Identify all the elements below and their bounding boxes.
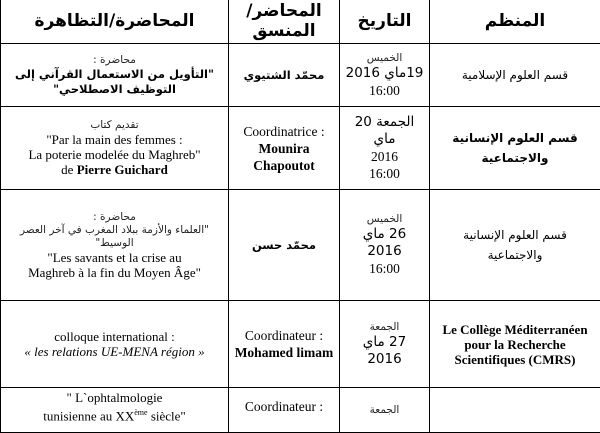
date-day: الجمعة 20 ماي: [344, 114, 425, 148]
activity-cell: [1, 388, 229, 433]
activity-title-line-2: La poterie modelée du Maghreb": [5, 147, 224, 162]
date-day: الجمعة: [344, 321, 425, 334]
coordinator-name: محمّد حسن: [233, 238, 335, 252]
date-cell: [340, 301, 430, 388]
activity-title-line-2: Maghreb à la fin du Moyen Âge": [5, 265, 224, 280]
coordinator-cell: [229, 44, 340, 107]
activity-title-ar: "العلماء والأزمة ببلاد المغرب في آخر العصر الوسيط": [5, 224, 224, 250]
organizer-name: قسم العلوم الإنسانية والاجتماعية: [434, 128, 596, 168]
header-date: التاريخ: [340, 0, 430, 44]
organizer-cell: [430, 44, 600, 107]
table-row: [1, 190, 600, 301]
activity-cell: [1, 107, 229, 190]
date-time: 16:00: [344, 82, 425, 99]
activity-title: "التأويل من الاستعمال القرآني إلى التوظيف الاصطلاحي": [5, 67, 224, 97]
activity-title-line-1: " L`ophtalmologie: [5, 390, 224, 405]
header-activity: المحاضرة/التظاهرة: [1, 0, 229, 44]
coordinator-name: Mounira Chapoutot: [233, 140, 335, 174]
table-row: [1, 301, 600, 388]
coordinator-cell: [229, 190, 340, 301]
header-coordinator: المحاضر/المنسق: [229, 0, 340, 44]
date-cell: [340, 190, 430, 301]
date-time: 16:00: [344, 260, 425, 277]
date-text: 26 ماي 2016: [344, 226, 425, 260]
coordinator-cell: [229, 388, 340, 433]
activity-type: colloque international :: [5, 329, 224, 344]
activity-title-line-2: tunisienne au XXème siècle": [5, 405, 224, 423]
coordinator-role: Coordinatrice :: [233, 123, 335, 140]
activity-cell: [1, 301, 229, 388]
organizer-cell: [430, 388, 600, 433]
date-text: 27 ماي 2016: [344, 334, 425, 368]
coordinator-cell: [229, 107, 340, 190]
activity-type: محاضرة :: [5, 54, 224, 67]
organizer-name: قسم العلوم الإنسانية والاجتماعية: [434, 225, 596, 265]
activity-author-line: [5, 162, 224, 177]
date-year: 2016: [344, 148, 425, 165]
date-text: 19ماي 2016: [344, 65, 425, 82]
activity-cell: [1, 190, 229, 301]
organizer-name: قسم العلوم الإسلامية: [434, 65, 596, 85]
date-time: 16:00: [344, 165, 425, 182]
activity-title-line-1: "Les savants et la crise au: [5, 250, 224, 265]
activity-title: « les relations UE-MENA région »: [5, 344, 224, 359]
activity-type: محاضرة :: [5, 211, 224, 224]
activity-title-line-1: "Par la main des femmes :: [5, 132, 224, 147]
activity-author: Pierre Guichard: [77, 162, 168, 177]
date-day: الجمعة: [344, 390, 425, 417]
coordinator-name: Mohamed limam: [233, 344, 335, 361]
coordinator-role: Coordinateur :: [233, 390, 335, 415]
coordinator-name: محمّد الشتيوي: [233, 68, 335, 82]
date-day: الخميس: [344, 213, 425, 226]
organizer-cell: [430, 190, 600, 301]
table-row: [1, 388, 600, 433]
date-day: الخميس: [344, 52, 425, 65]
header-organizer: المنظم: [430, 0, 600, 44]
organizer-cell: [430, 301, 600, 388]
activity-by: de: [61, 162, 73, 177]
coordinator-role: Coordinateur :: [233, 327, 335, 344]
date-cell: [340, 107, 430, 190]
coordinator-cell: [229, 301, 340, 388]
table-row: [1, 107, 600, 190]
date-cell: [340, 388, 430, 433]
date-cell: [340, 44, 430, 107]
activity-type: تقديم كتاب: [5, 119, 224, 132]
header-row: [1, 0, 600, 44]
organizer-name: Le Collège Méditerranéen pour la Recherche Scientifiques (CMRS): [434, 322, 596, 367]
organizer-cell: [430, 107, 600, 190]
activity-cell: [1, 44, 229, 107]
table-row: [1, 44, 600, 107]
